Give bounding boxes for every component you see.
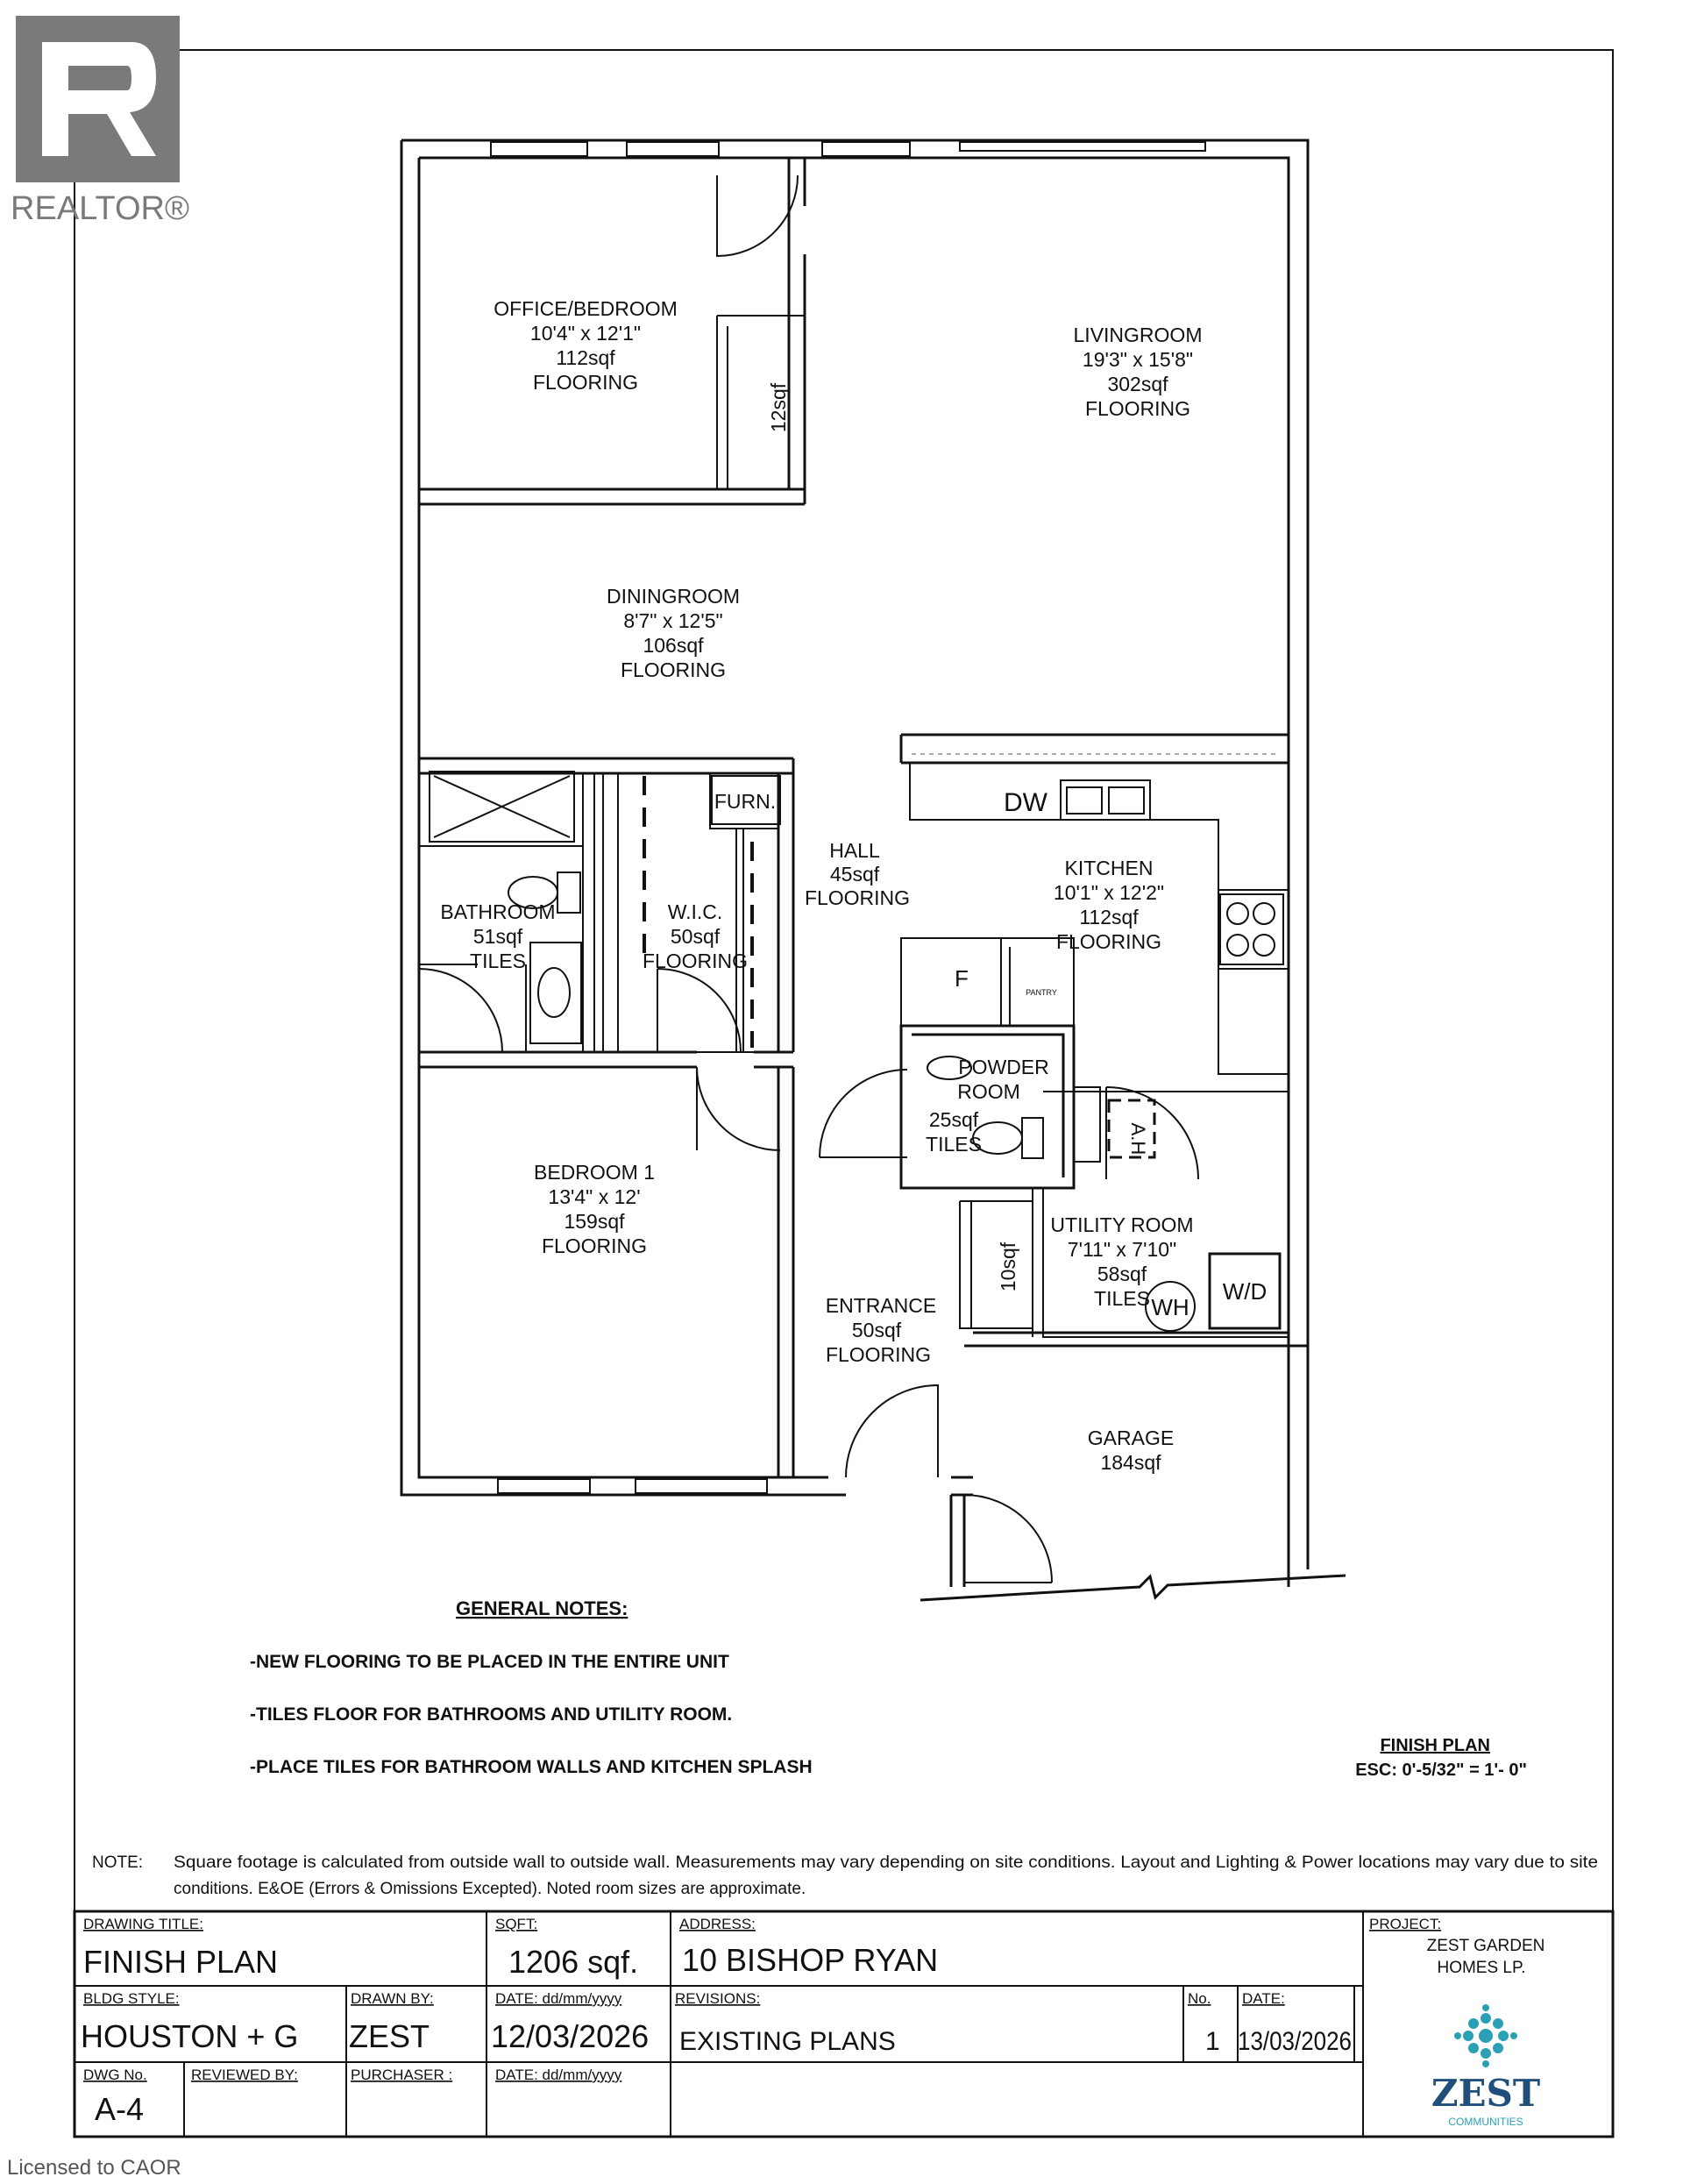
garage-area: 184sqf [1100, 1451, 1161, 1474]
living-size: 19'3" x 15'8" [1082, 348, 1194, 371]
bedroom1-name: BEDROOM 1 [533, 1161, 656, 1184]
date-label: DATE: dd/mm/yyyy [495, 1990, 622, 2007]
general-notes [250, 1597, 813, 1777]
hall-area: 45sqf [829, 863, 880, 886]
reviewed-by-label: REVIEWED BY: [191, 2067, 298, 2083]
bathroom-finish: TILES [470, 950, 526, 972]
wic-name: W.I.C. [667, 900, 723, 923]
rev-date-value: 13/03/2026 [1238, 2027, 1352, 2056]
entrance-finish: FLOORING [825, 1343, 932, 1366]
pantry-label: PANTRY [1026, 988, 1057, 997]
hall-name: HALL [829, 839, 880, 862]
dining-finish: FLOORING [620, 658, 727, 681]
drawing-title: FINISH PLAN [83, 1944, 279, 1980]
general-notes-title: GENERAL NOTES: [456, 1597, 628, 1619]
office-size: 10'4" x 12'1" [529, 322, 642, 345]
hall-finish: FLOORING [804, 886, 911, 909]
kitchen-finish: FLOORING [1055, 930, 1162, 953]
furnace-label: FURN. [714, 790, 777, 813]
rev-no-label: No. [1188, 1990, 1211, 2007]
disclaimer-line-2: conditions. E&OE (Errors & Omissions Excepted). Noted room sizes are approximate. [174, 1880, 806, 1898]
entrance-name: ENTRANCE [825, 1294, 937, 1317]
bathroom-name: BATHROOM [440, 900, 556, 923]
washer-dryer-label: W/D [1222, 1278, 1268, 1305]
entrance-area: 50sqf [851, 1319, 902, 1341]
utility-finish: TILES [1094, 1287, 1150, 1310]
powder-name-1: POWDER [958, 1056, 1049, 1078]
drawn-by-value: ZEST [349, 2018, 430, 2054]
sqft-value: 1206 sqf. [508, 1944, 639, 1980]
air-handler-label: A.H. [1127, 1122, 1149, 1161]
office-area: 112sqf [556, 346, 615, 369]
garage-name: GARAGE [1087, 1426, 1175, 1449]
revision-value: EXISTING PLANS [679, 2027, 896, 2056]
kitchen-size: 10'1" x 12'2" [1053, 881, 1165, 904]
living-area: 302sqf [1107, 373, 1168, 395]
bathroom-area: 51sqf [472, 925, 523, 948]
zest-logo-sub: COMMUNITIES [1448, 2116, 1523, 2128]
bedroom1-size: 13'4" x 12' [548, 1185, 641, 1208]
date2-label: DATE: dd/mm/yyyy [495, 2067, 622, 2083]
utility-area: 58sqf [1097, 1263, 1147, 1285]
disclaimer-line-1: Square footage is calculated from outside wall to outside wall. Measurements may vary depending on site conditions. Layout and Lighting & Power locations may vary due to site [174, 1853, 1598, 1872]
revisions-label: REVISIONS: [675, 1990, 761, 2007]
wic-area: 50sqf [670, 925, 721, 948]
kitchen-name: KITCHEN [1064, 857, 1154, 879]
scale-title: FINISH PLAN [1380, 1736, 1490, 1755]
bedroom1-finish: FLOORING [541, 1234, 648, 1257]
stove-icon [1220, 894, 1283, 964]
drawn-by-label: DRAWN BY: [351, 1990, 434, 2007]
bedroom1-area: 159sqf [564, 1210, 625, 1233]
dwg-no-value: A-4 [95, 2091, 145, 2127]
realtor-logo [11, 16, 189, 227]
utility-name: UTILITY ROOM [1050, 1213, 1194, 1236]
office-finish: FLOORING [532, 371, 639, 394]
bldg-style-value: HOUSTON + G [81, 2018, 299, 2054]
living-name: LIVINGROOM [1073, 324, 1203, 346]
scale-note [1355, 1736, 1527, 1780]
realtor-logo-text: REALTOR® [11, 190, 189, 227]
date-value: 12/03/2026 [491, 2018, 650, 2054]
office-name: OFFICE/BEDROOM [494, 297, 678, 320]
general-note-3: -PLACE TILES FOR BATHROOM WALLS AND KITCHEN SPLASH [250, 1757, 813, 1777]
project-label: PROJECT: [1369, 1916, 1442, 1932]
license-footer: Licensed to CAOR [7, 2156, 181, 2180]
dining-size: 8'7" x 12'5" [623, 609, 723, 632]
rev-no-value: 1 [1205, 2027, 1220, 2056]
fridge-label: F [955, 965, 969, 992]
general-note-2: -TILES FLOOR FOR BATHROOMS AND UTILITY ROOM. [250, 1704, 733, 1725]
powder-finish: TILES [926, 1133, 982, 1156]
general-note-1: -NEW FLOORING TO BE PLACED IN THE ENTIRE UNIT [250, 1652, 729, 1672]
powder-area: 25sqf [928, 1108, 979, 1131]
powder-name-2: ROOM [957, 1080, 1020, 1103]
drawing-title-label: DRAWING TITLE: [83, 1916, 203, 1932]
purchaser-label: PURCHASER : [351, 2067, 453, 2083]
disclaimer [92, 1853, 1598, 1898]
sheet-border [75, 50, 1613, 2137]
entry-closet-area: 10sqf [997, 1241, 1019, 1292]
utility-size: 7'11" x 7'10" [1067, 1238, 1177, 1261]
project-line-2: HOMES LP. [1437, 1959, 1526, 1977]
disclaimer-label: NOTE: [92, 1853, 144, 1872]
room-labels [440, 297, 1267, 1474]
zest-logo-name: ZEST [1431, 2072, 1541, 2115]
zest-flower-icon [1454, 2004, 1517, 2067]
dishwasher-label: DW [1004, 788, 1047, 817]
bldg-style-label: BLDG STYLE: [83, 1990, 180, 2007]
title-block [75, 1911, 1613, 2137]
office-closet-area: 12sqf [767, 382, 790, 433]
zest-logo [1431, 2004, 1540, 2128]
dining-name: DININGROOM [606, 585, 741, 608]
living-finish: FLOORING [1084, 397, 1191, 420]
dwg-no-label: DWG No. [83, 2067, 147, 2083]
wic-finish: FLOORING [642, 950, 749, 972]
sqft-label: SQFT: [495, 1916, 538, 1932]
kitchen-area: 112sqf [1079, 906, 1139, 928]
address-value: 10 BISHOP RYAN [682, 1942, 939, 1978]
project-line-1: ZEST GARDEN [1426, 1937, 1545, 1955]
water-heater-label: WH [1151, 1294, 1189, 1320]
address-label: ADDRESS: [679, 1916, 756, 1932]
scale-value: ESC: 0'-5/32" = 1'- 0" [1355, 1761, 1527, 1780]
rev-date-label: DATE: [1242, 1990, 1285, 2007]
dining-area: 106sqf [643, 634, 704, 657]
